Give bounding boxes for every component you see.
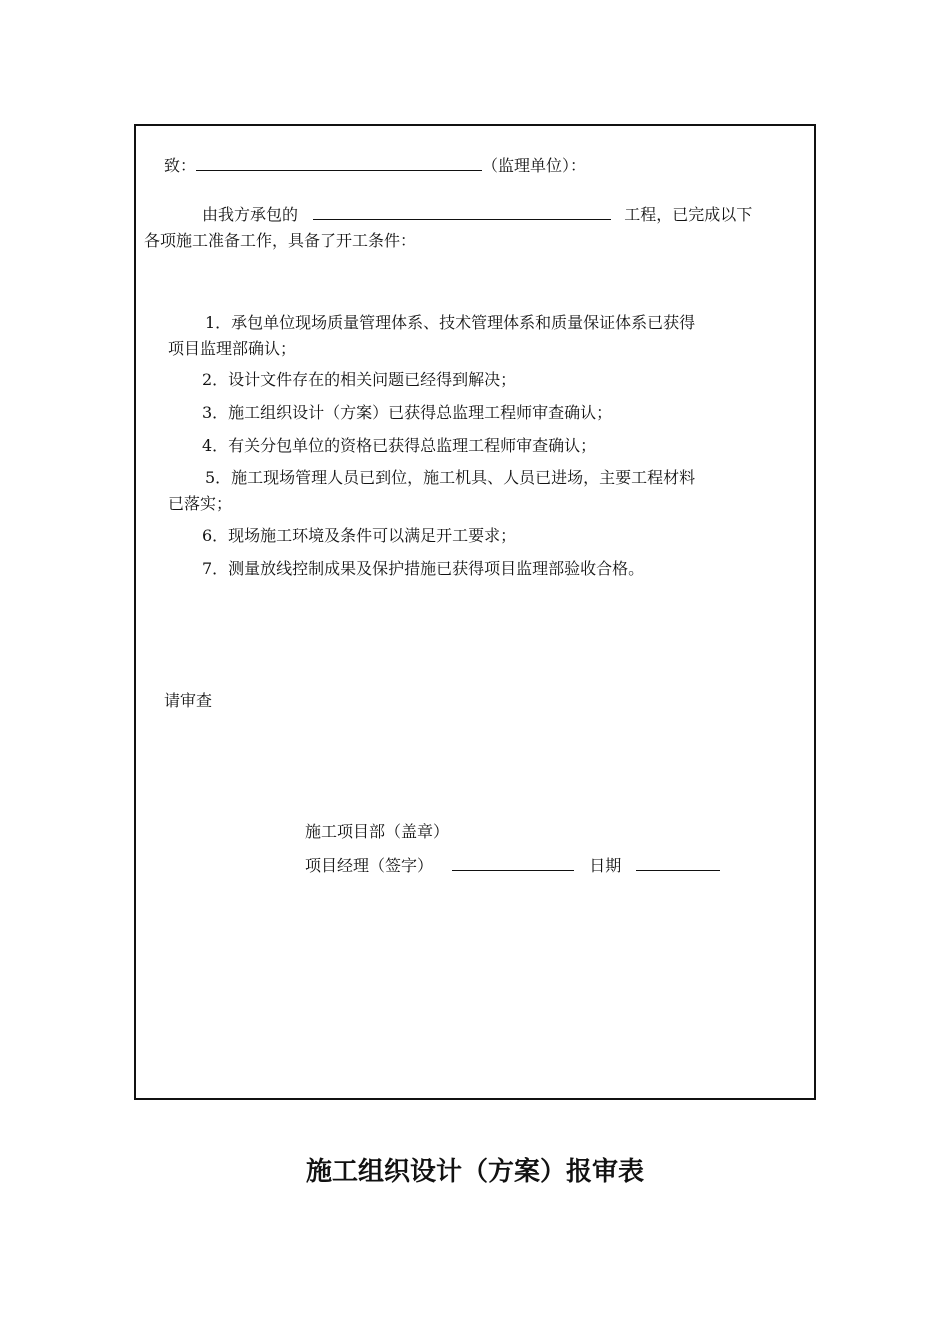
date-field[interactable] bbox=[636, 854, 720, 871]
addressee-line bbox=[164, 154, 586, 177]
intro-line-2: 各项施工准备工作，具备了开工条件： bbox=[144, 231, 417, 250]
condition-item-6: 6．现场施工环境及条件可以满足开工要求； bbox=[202, 526, 517, 545]
condition-item-5-cont: 已落实； bbox=[168, 494, 233, 513]
intro-prefix: 由我方承包的 bbox=[202, 205, 299, 224]
intro-line bbox=[202, 203, 752, 226]
condition-item-5: 5．施工现场管理人员已到位，施工机具、人员已进场，主要工程材料 bbox=[205, 468, 696, 487]
date-label: 日期 bbox=[589, 856, 622, 875]
condition-item-3: 3．施工组织设计（方案）已获得总监理工程师审查确认； bbox=[202, 403, 613, 422]
condition-item-1: 1．承包单位现场质量管理体系、技术管理体系和质量保证体系已获得 bbox=[205, 313, 696, 332]
condition-item-1-cont: 项目监理部确认； bbox=[168, 339, 297, 358]
form-title: 施工组织设计（方案）报审表 bbox=[305, 1157, 644, 1187]
manager-signature-field[interactable] bbox=[452, 854, 574, 871]
signature-line bbox=[305, 854, 720, 877]
condition-item-4: 4．有关分包单位的资格已获得总监理工程师审查确认； bbox=[202, 436, 597, 455]
construction-dept-seal-label: 施工项目部（盖章） bbox=[305, 822, 450, 841]
intro-suffix: 工程，已完成以下 bbox=[624, 205, 753, 224]
request-review: 请审查 bbox=[164, 691, 213, 710]
project-name-field[interactable] bbox=[313, 203, 611, 220]
condition-item-7: 7．测量放线控制成果及保护措施已获得项目监理部验收合格。 bbox=[202, 559, 645, 578]
condition-item-2: 2．设计文件存在的相关问题已经得到解决； bbox=[202, 370, 517, 389]
addressee-prefix: 致： bbox=[164, 156, 197, 175]
addressee-suffix: （监理单位）： bbox=[482, 156, 587, 175]
application-form bbox=[134, 124, 816, 1100]
manager-signature-label: 项目经理（签字） bbox=[305, 856, 434, 875]
supervisor-unit-field[interactable] bbox=[196, 154, 482, 171]
